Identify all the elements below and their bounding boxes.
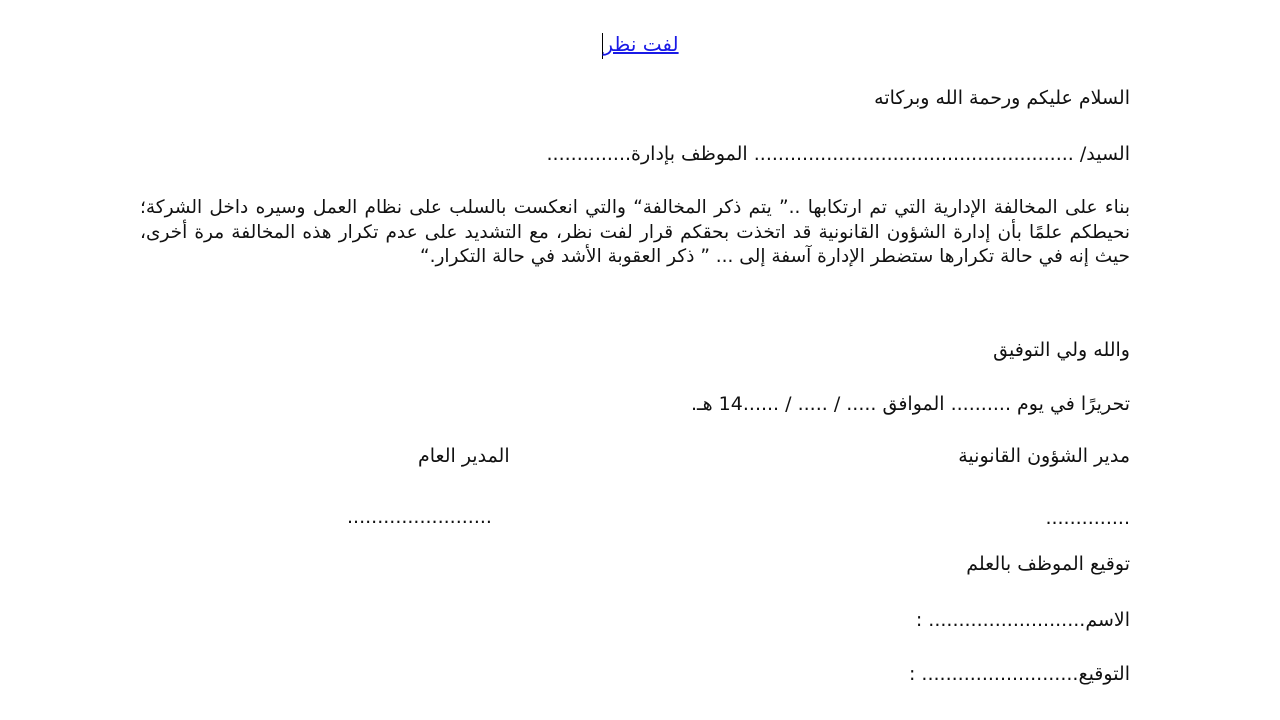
closing-line: والله ولي التوفيق — [993, 339, 1130, 361]
legal-manager-signature-dots: .............. — [1045, 507, 1130, 529]
signature-field-line: التوقيع.......................... : — [908, 663, 1130, 685]
document-title — [560, 32, 720, 59]
employee-acknowledgement: توقيع الموظف بالعلم — [966, 553, 1130, 575]
date-line: تحريرًا في يوم .......... الموافق ..... / ..... / ......14 هـ. — [691, 393, 1130, 415]
recipient-line: السيد/ ..................................................... الموظف بإدارة.............. — [546, 143, 1130, 165]
general-manager-signature-dots: ........................ — [347, 506, 492, 528]
body-paragraph: بناء على المخالفة الإدارية التي تم ارتكابها ..” يتم ذكر المخالفة“ والتي انعكست بالسلب على نظام العمل وسيره داخل الشركة؛ نحيطكم علمًا بأن إدارة الشؤون القانونية قد اتخذت بحقكم قرار لفت نظر، مع التشديد على عدم تكرار هذه المخالفة مرة أخرى، حيث إنه في حالة تكرارها ستضطر الإدارة آسفة إلى ... ” ذكر العقوبة الأشد في حالة التكرار.“ — [140, 197, 1130, 267]
name-field-line: الاسم.......................... : — [915, 609, 1130, 631]
greeting: السلام عليكم ورحمة الله وبركاته — [874, 87, 1130, 109]
general-manager-label: المدير العام — [418, 445, 510, 467]
title-link[interactable]: لفت نظر — [603, 32, 679, 56]
legal-manager-label: مدير الشؤون القانونية — [958, 445, 1130, 467]
